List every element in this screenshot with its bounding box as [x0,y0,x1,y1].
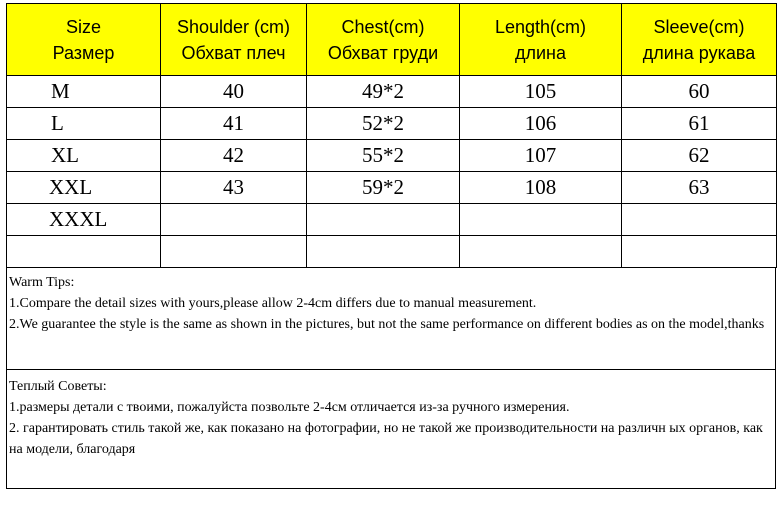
header-chest-en: Chest(cm) [341,16,425,37]
notes-box [6,268,776,489]
cell-chest [307,204,460,236]
size-table [6,3,777,268]
header-chest [307,4,460,76]
header-size [7,4,161,76]
table-row [7,236,777,268]
header-shoulder [161,4,307,76]
table-row [7,108,777,140]
cell-size [7,236,161,268]
tips-line-2: 2.We guarantee the style is the same as shown in the pictures, but not the same performance on different bodies as on the model,thanks [9,317,765,332]
cell-sleeve: 60 [622,76,777,108]
header-length [460,4,622,76]
tips-title: Warm Tips: [9,275,75,290]
header-length-en: Length(cm) [494,16,587,37]
warm-tips-russian [7,370,775,488]
cell-chest [307,236,460,268]
header-shoulder-ru: Обхват плеч [181,42,286,63]
header-size-ru: Размер [52,42,115,63]
cell-length [460,236,622,268]
cell-length: 108 [460,172,622,204]
cell-size: XXL [7,172,161,204]
header-sleeve [622,4,777,76]
cell-sleeve: 61 [622,108,777,140]
header-shoulder-en: Shoulder (cm) [176,16,291,37]
cell-length: 105 [460,76,622,108]
tips-title-ru: Теплый Советы: [9,379,107,394]
table-row [7,76,777,108]
cell-shoulder: 40 [161,76,307,108]
header-sleeve-ru: длина рукава [642,42,756,63]
size-chart [6,3,776,489]
cell-size: XXXL [7,204,161,236]
cell-chest: 55*2 [307,140,460,172]
cell-size: L [7,108,161,140]
header-chest-ru: Обхват груди [327,42,439,63]
cell-size: XL [7,140,161,172]
cell-sleeve [622,204,777,236]
cell-shoulder: 42 [161,140,307,172]
warm-tips-english [7,268,775,370]
header-row [7,4,777,76]
header-length-ru: длина [514,42,566,63]
cell-shoulder [161,236,307,268]
header-size-en: Size [65,16,101,37]
cell-length [460,204,622,236]
table-row [7,204,777,236]
table-row [7,140,777,172]
cell-chest: 59*2 [307,172,460,204]
cell-sleeve [622,236,777,268]
cell-length: 107 [460,140,622,172]
cell-sleeve: 62 [622,140,777,172]
cell-chest: 49*2 [307,76,460,108]
cell-size: M [7,76,161,108]
cell-shoulder [161,204,307,236]
tips-line-2-ru: 2. гарантировать стиль такой же, как показано на фотографии, но не такой же производительности на различн ых органов, как на модели, благодаря [9,421,763,457]
cell-shoulder: 43 [161,172,307,204]
tips-line-1: 1.Compare the detail sizes with yours,please allow 2-4cm differs due to manual measurement. [9,296,537,311]
cell-sleeve: 63 [622,172,777,204]
cell-chest: 52*2 [307,108,460,140]
tips-line-1-ru: 1.размеры детали с твоими, пожалуйста позвольте 2-4см отличается из-за ручного измерения. [9,400,570,415]
header-sleeve-en: Sleeve(cm) [653,16,745,37]
cell-shoulder: 41 [161,108,307,140]
table-row [7,172,777,204]
cell-length: 106 [460,108,622,140]
